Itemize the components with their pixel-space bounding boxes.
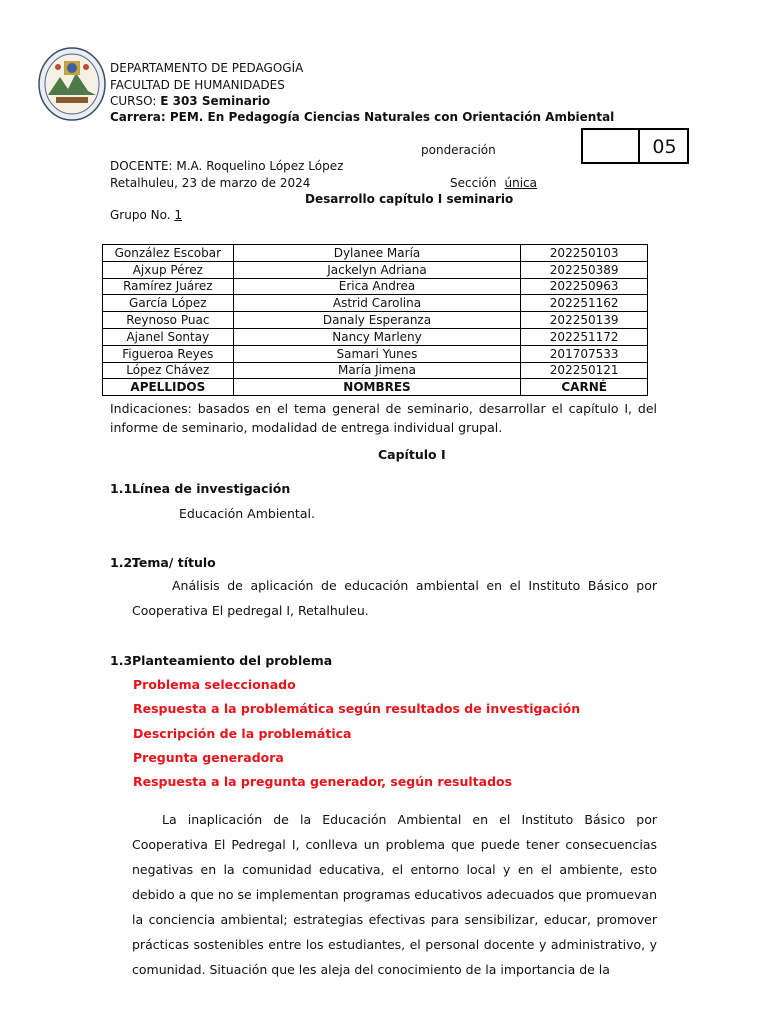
surname-cell: López Chávez — [103, 362, 234, 379]
group-line — [110, 208, 182, 222]
university-seal-logo — [38, 47, 106, 121]
course-line — [110, 94, 270, 108]
name-cell: Astrid Carolina — [233, 295, 521, 312]
surname-cell: Ajanel Sontay — [103, 328, 234, 345]
section-3-heading — [110, 653, 332, 668]
indications-paragraph: Indicaciones: basados en el tema general de seminario, desarrollar el capítulo I, del informe de seminario, modalidad de entrega individual grupal. — [110, 401, 657, 435]
id-cell: 202250139 — [521, 312, 648, 329]
id-cell: 202251172 — [521, 328, 648, 345]
table-row — [103, 328, 648, 345]
table-row — [103, 362, 648, 379]
name-cell: Dylanee María — [233, 245, 521, 262]
score-box — [581, 128, 689, 164]
document-title: Desarrollo capítulo I seminario — [305, 192, 514, 206]
section-line — [450, 176, 557, 190]
id-header: CARNÉ — [521, 379, 648, 396]
red-item: Respuesta a la problemática según resultados de investigación — [133, 701, 581, 716]
student-roster-table — [102, 244, 648, 396]
red-item: Pregunta generadora — [133, 750, 284, 765]
ponderacion-label: ponderación — [421, 143, 496, 157]
problem-paragraph: La inaplicación de la Educación Ambiental en el Instituto Básico por Cooperativa El Pedregal I, conlleva un problema que puede tener consecuencias negativas en la comunidad educativa, el entorno local y en el ambiente, esto debido a que no se implementan programas educativos adecuados que promuevan la conciencia ambiental; estrategias efectivas para sensibilizar, educar, promover prácticas sostenibles entre los estudiantes, el personal docente y administrativo, y comunidad. Situación que les aleja del conocimiento de la importancia de la — [132, 812, 657, 977]
surname-cell: Ajxup Pérez — [103, 261, 234, 278]
section-1-heading — [110, 481, 290, 496]
name-cell: Jackelyn Adriana — [233, 261, 521, 278]
table-row — [103, 261, 648, 278]
table-header-row — [103, 379, 648, 396]
group-label: Grupo No. — [110, 208, 175, 222]
table-row — [103, 345, 648, 362]
name-header: NOMBRES — [233, 379, 521, 396]
id-cell: 202251162 — [521, 295, 648, 312]
red-item: Problema seleccionado — [133, 677, 296, 692]
section-2-title: Tema/ título — [132, 555, 216, 570]
section-1-title: Línea de investigación — [132, 481, 291, 496]
red-item: Descripción de la problemática — [133, 726, 352, 741]
surname-cell: González Escobar — [103, 245, 234, 262]
score-value: 05 — [652, 136, 677, 158]
surname-cell: García López — [103, 295, 234, 312]
name-cell: Erica Andrea — [233, 278, 521, 295]
surname-cell: Reynoso Puac — [103, 312, 234, 329]
section-3-number: 1.3. — [110, 653, 137, 668]
place-date: Retalhuleu, 23 de marzo de 2024 — [110, 176, 311, 190]
department-name: DEPARTAMENTO DE PEDAGOGÍA — [110, 61, 304, 75]
red-item: Respuesta a la pregunta generador, según resultados — [133, 774, 513, 789]
docente-line: DOCENTE: M.A. Roquelino López López — [110, 159, 344, 173]
surname-header: APELLIDOS — [103, 379, 234, 396]
name-cell: Samari Yunes — [233, 345, 521, 362]
course-value: E 303 Seminario — [160, 94, 271, 108]
id-cell: 202250121 — [521, 362, 648, 379]
name-cell: Nancy Marleny — [233, 328, 521, 345]
section-1-text: Educación Ambiental. — [179, 506, 315, 521]
surname-cell: Figueroa Reyes — [103, 345, 234, 362]
section-label: Sección — [450, 176, 497, 190]
table-row — [103, 312, 648, 329]
section-1-number: 1.1. — [110, 481, 137, 496]
course-label: CURSO: — [110, 94, 161, 108]
id-cell: 202250963 — [521, 278, 648, 295]
section-2-number: 1.2. — [110, 555, 137, 570]
surname-cell: Ramírez Juárez — [103, 278, 234, 295]
section-2-text: Análisis de aplicación de educación ambiental en el Instituto Básico por Cooperativa El pedregal I, Retalhuleu. — [132, 578, 657, 618]
section-3-title: Planteamiento del problema — [132, 653, 333, 668]
career-line: Carrera: PEM. En Pedagogía Ciencias Naturales con Orientación Ambiental — [110, 110, 615, 124]
name-cell: María Jimena — [233, 362, 521, 379]
id-cell: 202250103 — [521, 245, 648, 262]
id-cell: 201707533 — [521, 345, 648, 362]
faculty-name: FACULTAD DE HUMANIDADES — [110, 78, 285, 92]
name-cell: Danaly Esperanza — [233, 312, 521, 329]
table-row — [103, 245, 648, 262]
section-value: única — [504, 176, 537, 190]
id-cell: 202250389 — [521, 261, 648, 278]
chapter-title: Capítulo I — [378, 447, 446, 462]
table-row — [103, 278, 648, 295]
section-2-heading — [110, 555, 216, 570]
group-value: 1 — [174, 208, 182, 222]
table-row — [103, 295, 648, 312]
